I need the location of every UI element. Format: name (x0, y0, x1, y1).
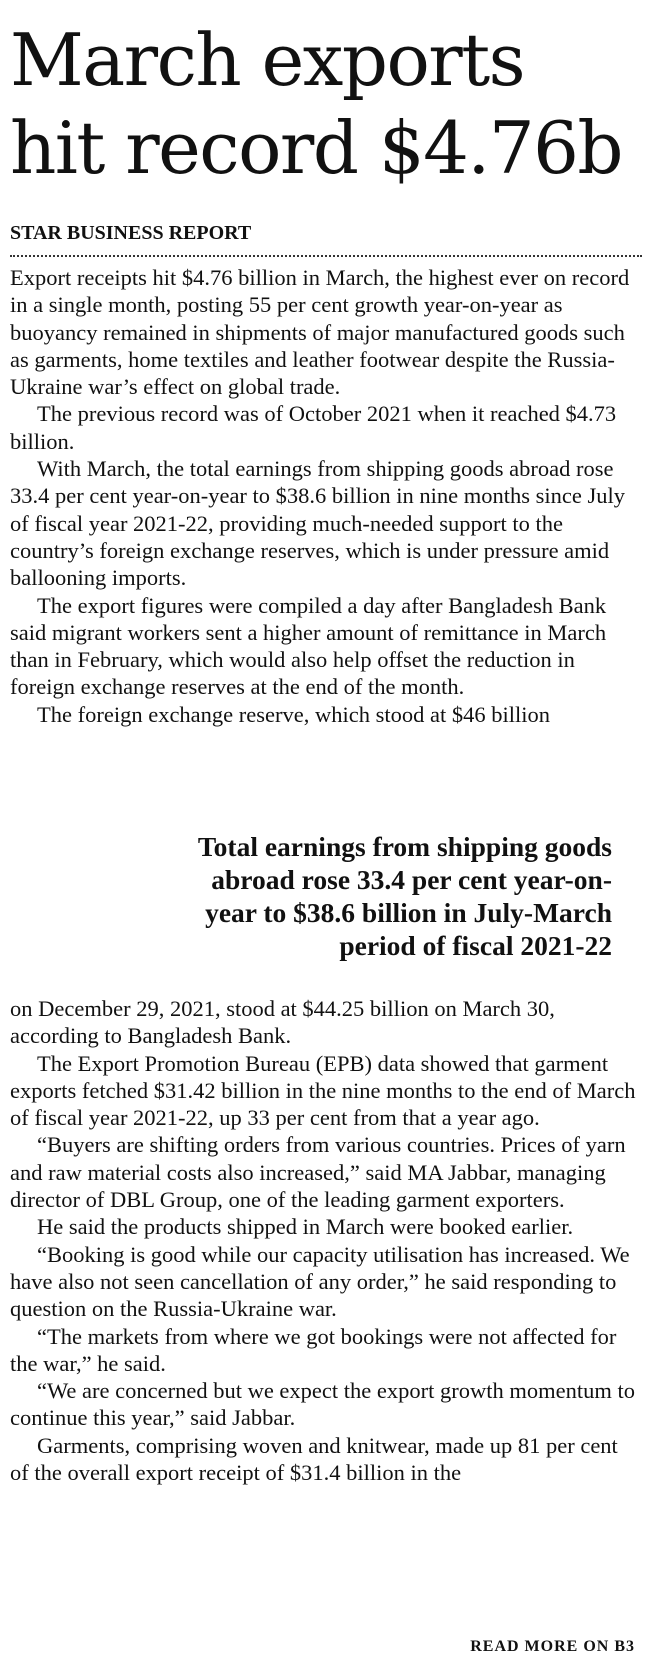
pull-quote-line: Total earnings from shipping goods (197, 831, 612, 862)
pull-quote-line: period of fiscal 2021-22 (339, 930, 612, 961)
pull-quote-line: year to $38.6 billion in July-March (205, 897, 612, 928)
headline (10, 16, 640, 192)
headline-line-2: hit record $4.76b (10, 106, 623, 190)
read-more-link[interactable]: READ MORE ON B3 (470, 1638, 635, 1655)
paragraph: “Buyers are shifting orders from various countries. Prices of yarn and raw material costs also increased,” said MA Jabbar, managing director of DBL Group, one of the leading garment exporters. (10, 1132, 626, 1213)
article-body-lower (10, 995, 642, 1486)
paragraph: The previous record was of October 2021 when it reached $4.73 billion. (10, 401, 617, 454)
paragraph: The export figures were compiled a day after Bangladesh Bank said migrant workers sent a higher amount of remittance in March than in February, which would also help offset the reduction in foreign exchange reserves at the end of the month. (10, 592, 607, 700)
paragraph: “Booking is good while our capacity utilisation has increased. We have also not seen cancellation of any order,” he said responding to question on the Russia-Ukraine war. (10, 1241, 630, 1322)
pull-quote-line: abroad rose 33.4 per cent year-on- (211, 864, 612, 895)
paragraph: The foreign exchange reserve, which stood at $46 billion (37, 701, 550, 727)
paragraph: Garments, comprising woven and knitwear, made up 81 per cent of the overall export receipt of $31.4 billion in the (10, 1432, 618, 1486)
dotted-divider (10, 255, 642, 257)
paragraph: He said the products shipped in March were booked earlier. (37, 1214, 574, 1240)
pull-quote (30, 830, 612, 962)
paragraph: on December 29, 2021, stood at $44.25 billion on March 30, according to Bangladesh Bank. (10, 996, 555, 1049)
paragraph: The Export Promotion Bureau (EPB) data showed that garment exports fetched $31.42 billion in the nine months to the end of March of fiscal year 2021-22, up 33 per cent from that a year ago. (10, 1050, 636, 1131)
headline-line-1: March exports (10, 18, 525, 102)
paragraph: With March, the total earnings from shipping goods abroad rose 33.4 per cent year-on-year to $38.6 billion in nine months since July of fiscal year 2021-22, providing much-needed support to the country’s foreign exchange reserves, which is under pressure amid ballooning imports. (10, 456, 626, 591)
paragraph: Export receipts hit $4.76 billion in March, the highest ever on record in a single month, posting 55 per cent growth year-on-year as buoyancy remained in shipments of major manufactured goods such as garments, home textiles and leather footwear despite the Russia-Ukraine war’s effect on global trade. (10, 265, 630, 400)
article-body-upper (10, 264, 642, 728)
paragraph: “The markets from where we got bookings were not affected for the war,” he said. (10, 1323, 617, 1376)
paragraph: “We are concerned but we expect the export growth momentum to continue this year,” said Jabbar. (10, 1378, 635, 1431)
byline: STAR BUSINESS REPORT (10, 222, 252, 244)
